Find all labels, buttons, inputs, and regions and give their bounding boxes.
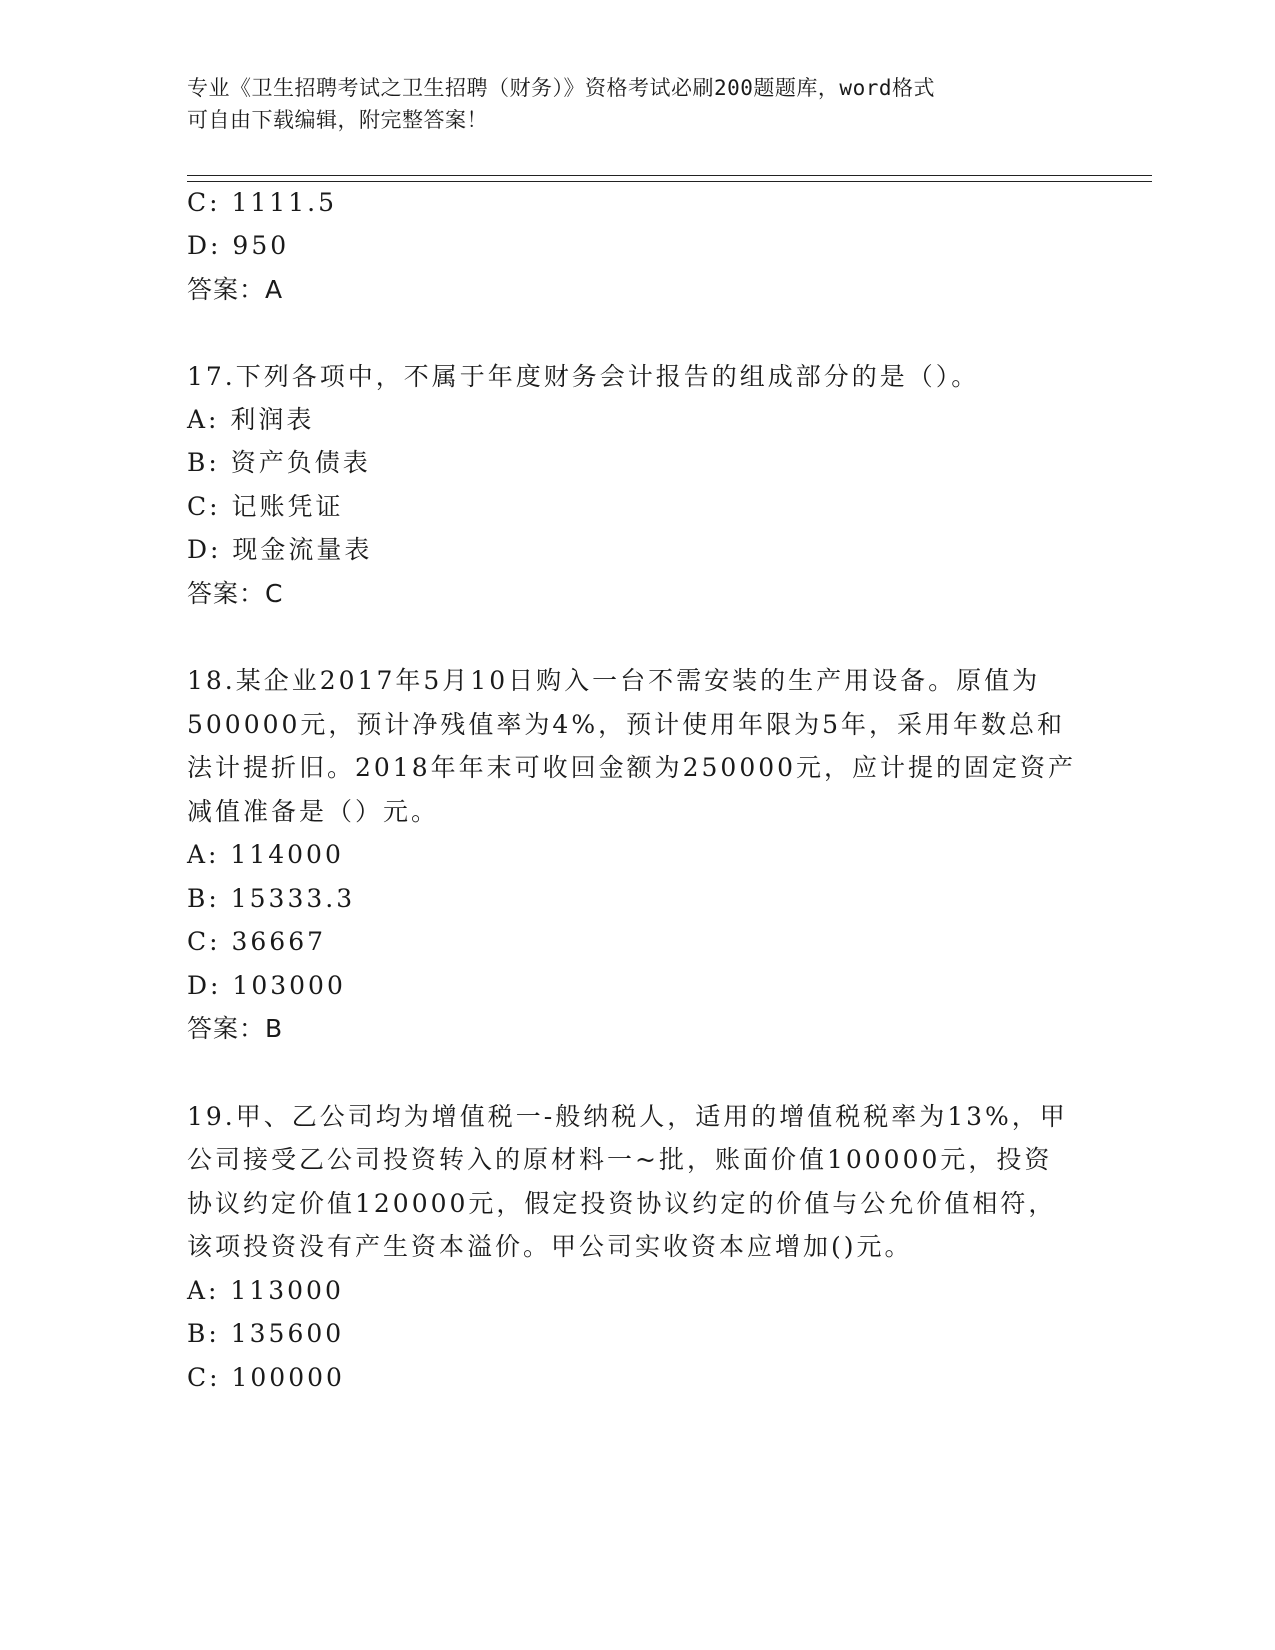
q19-stem-line-2: 公司接受乙公司投资转入的原材料一~批，账面价值100000元，投资: [187, 1145, 1053, 1174]
q19-stem-line-1: 19.甲、乙公司均为增值税一-般纳税人，适用的增值税税率为13%，甲: [187, 1102, 1068, 1131]
q17-option-d: D: 现金流量表: [187, 535, 373, 564]
q19-option-c: C: 100000: [187, 1363, 345, 1392]
q18-option-c: C: 36667: [187, 927, 327, 956]
q19-stem-line-3: 协议约定价值120000元，假定投资协议约定的价值与公允价值相符，: [187, 1189, 1057, 1218]
header-divider-bottom: [187, 181, 1152, 182]
q19-option-a: A: 113000: [187, 1276, 344, 1305]
q16-answer: 答案：A: [187, 275, 284, 304]
q19-option-b: B: 135600: [187, 1319, 345, 1348]
q17-answer: 答案：C: [187, 579, 284, 608]
q18-answer: 答案：B: [187, 1014, 284, 1043]
header-line-1: 专业《卫生招聘考试之卫生招聘（财务）》资格考试必刷200题题库，word格式: [187, 76, 935, 100]
q18-stem-line-1: 18.某企业2017年5月10日购入一台不需安装的生产用设备。原值为: [187, 666, 1041, 695]
document-header: [187, 72, 1087, 136]
q19-stem-line-4: 该项投资没有产生资本溢价。甲公司实收资本应增加()元。: [187, 1232, 913, 1261]
q17-stem: 17.下列各项中，不属于年度财务会计报告的组成部分的是（）。: [187, 362, 980, 391]
q16-option-d: D: 950: [187, 231, 290, 260]
q17-option-c: C: 记账凭证: [187, 492, 344, 521]
q18-stem-line-4: 减值准备是（）元。: [187, 797, 440, 826]
header-line-2: 可自由下载编辑，附完整答案！: [187, 108, 488, 132]
q18-option-d: D: 103000: [187, 971, 346, 1000]
q17-option-a: A: 利润表: [187, 405, 315, 434]
q18-option-b: B: 15333.3: [187, 884, 356, 913]
q17-option-b: B: 资产负债表: [187, 448, 371, 477]
q16-option-c: C: 1111.5: [187, 188, 337, 217]
q18-stem-line-2: 500000元，预计净残值率为4%，预计使用年限为5年，采用年数总和: [187, 710, 1066, 739]
q18-option-a: A: 114000: [187, 840, 344, 869]
header-divider-top: [187, 175, 1152, 176]
q18-stem-line-3: 法计提折旧。2018年年末可收回金额为250000元，应计提的固定资产: [187, 753, 1077, 782]
